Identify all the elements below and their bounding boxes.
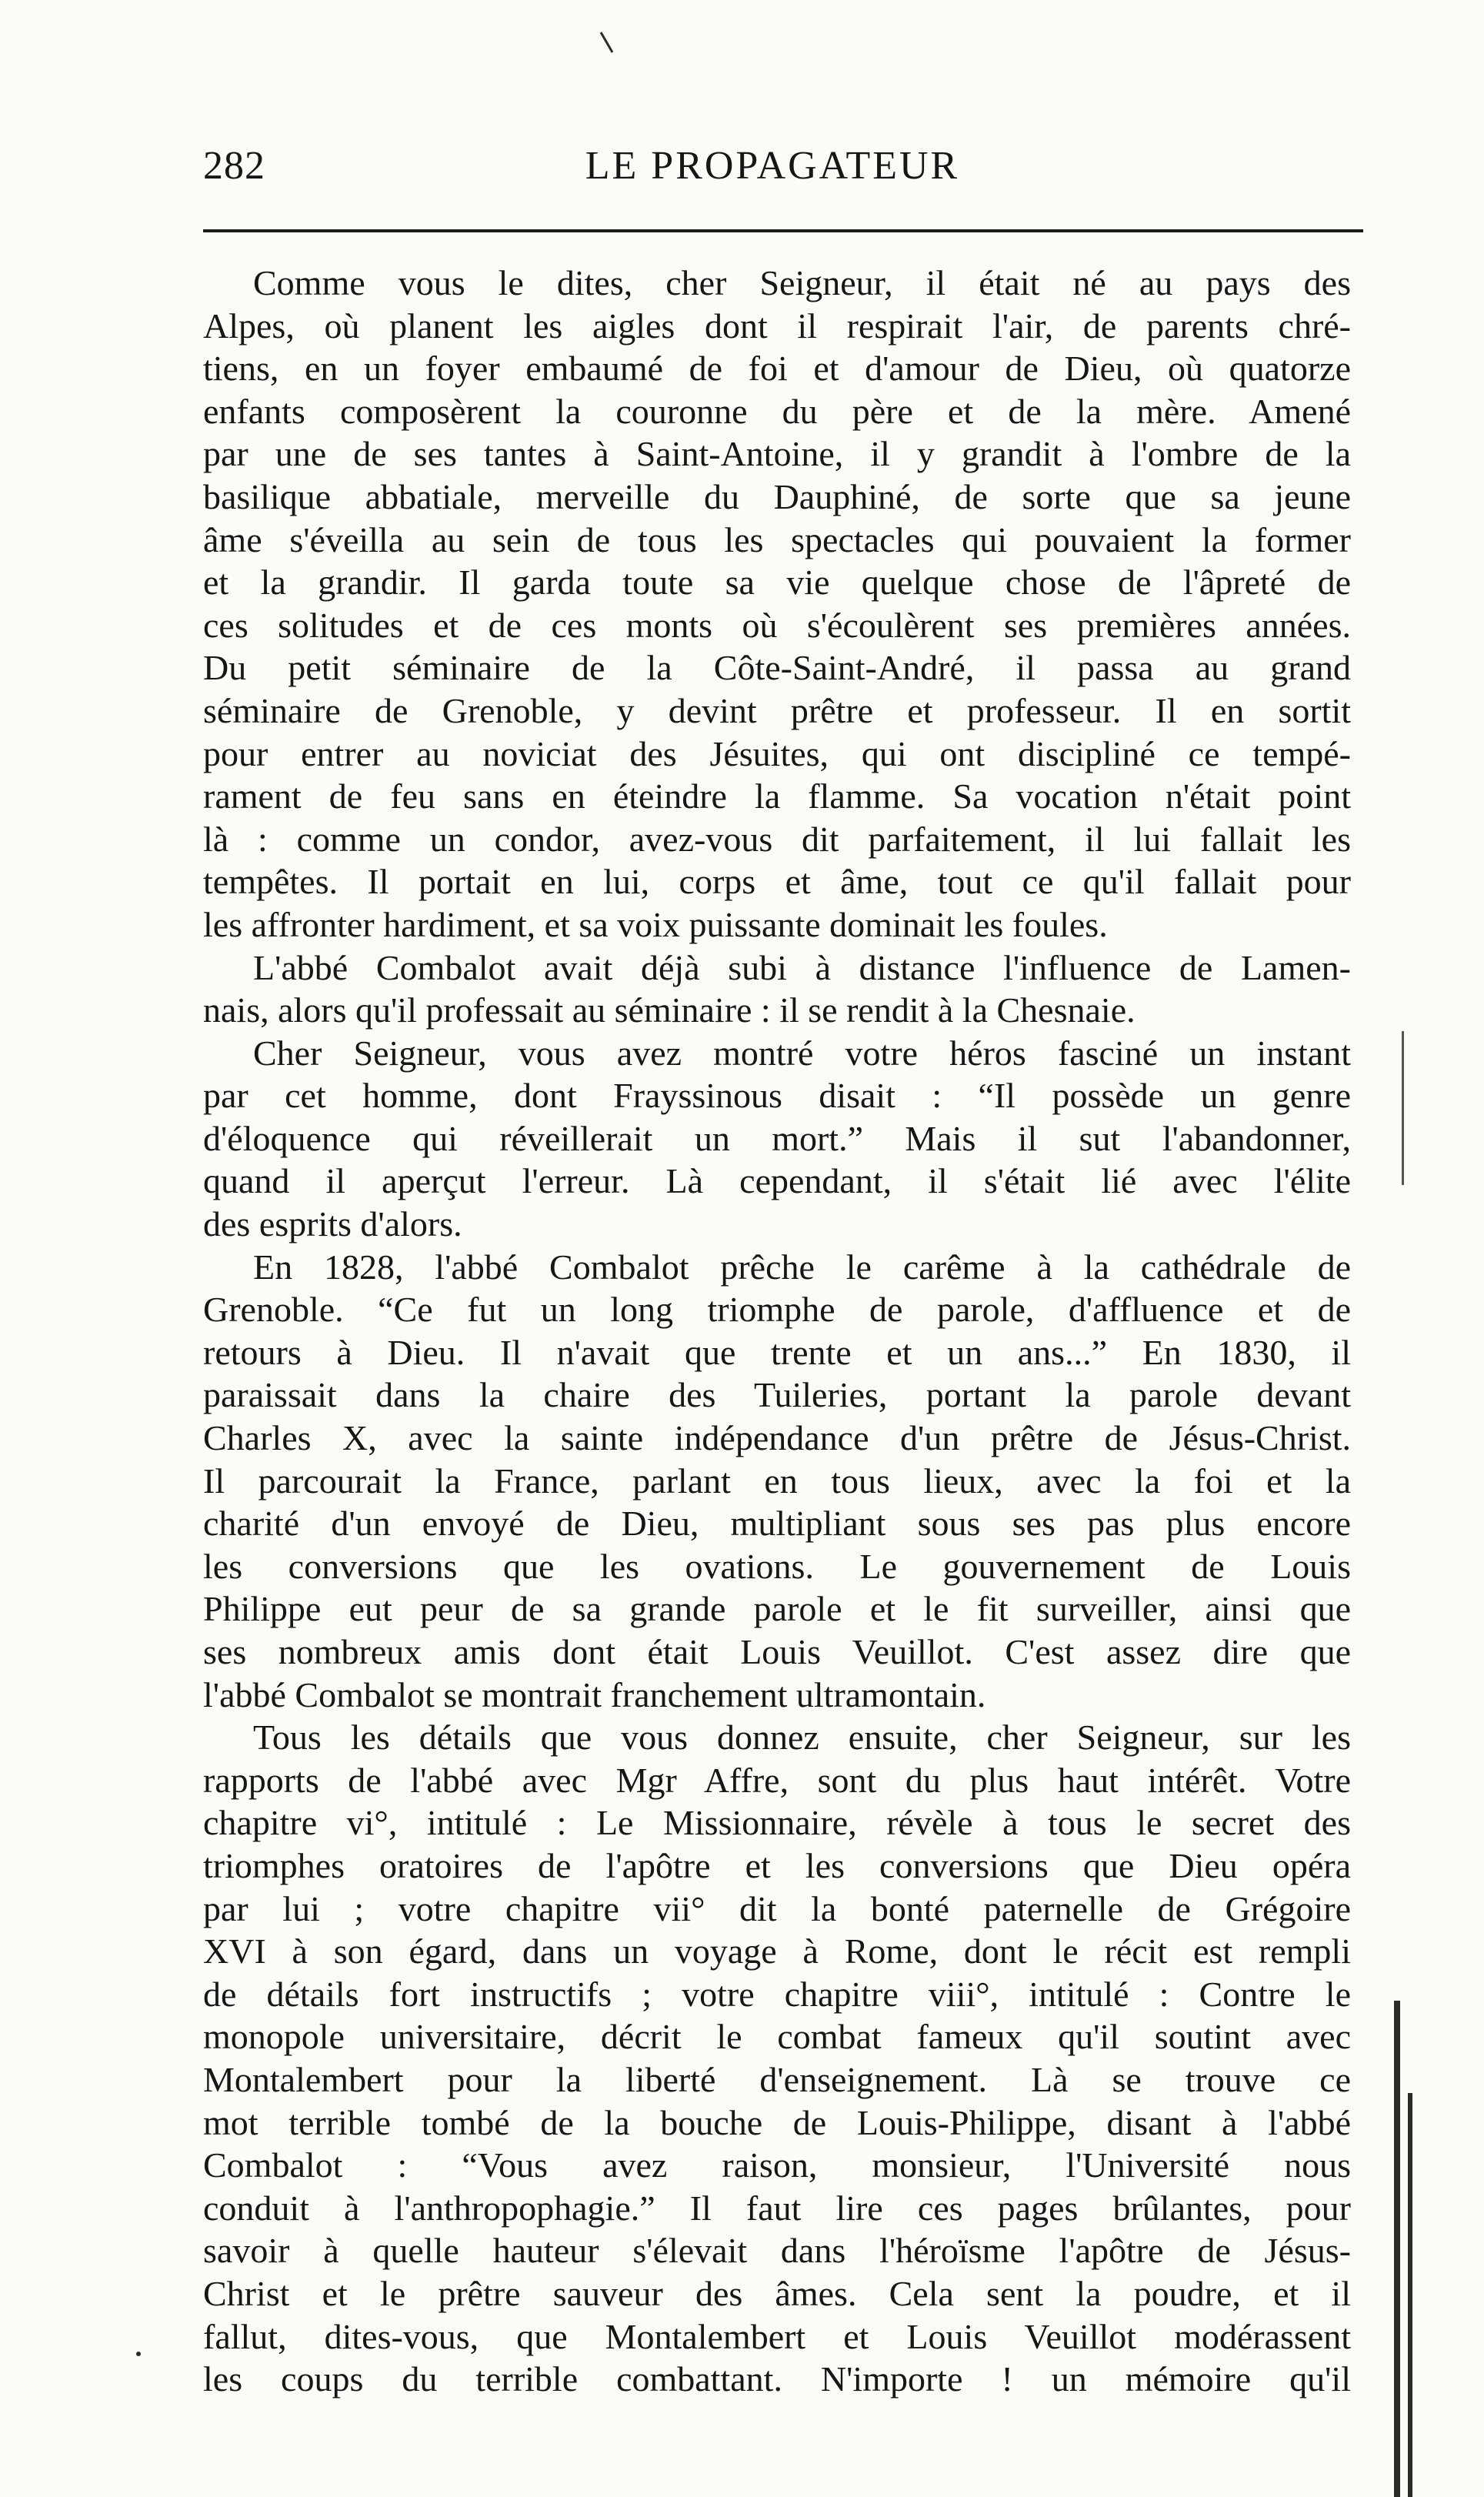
text-line: Du petit séminaire de la Côte-Saint-André, il passa au grand (203, 648, 1351, 688)
text-line: Combalot : “Vous avez raison, monsieur, l'Université nous (203, 2145, 1351, 2185)
body-text (203, 262, 1351, 2401)
text-line: conduit à l'anthropophagie.” Il faut lire ces pages brûlantes, pour (203, 2188, 1351, 2228)
page-edge-shadow (1408, 2093, 1412, 2497)
text-line: séminaire de Grenoble, y devint prêtre et professeur. Il en sortit (203, 690, 1351, 730)
text-line: rament de feu sans en éteindre la flamme. Sa vocation n'était point (203, 776, 1351, 816)
text-line: fallut, dites-vous, que Montalembert et Louis Veuillot modérassent (203, 2316, 1351, 2356)
text-line: retours à Dieu. Il n'avait que trente et un ans...” En 1830, il (203, 1332, 1351, 1372)
text-line: En 1828, l'abbé Combalot prêche le carême à la cathédrale de (253, 1247, 1351, 1287)
text-line: par une de ses tantes à Saint-Antoine, il y grandit à l'ombre de la (203, 434, 1351, 474)
text-line: les conversions que les ovations. Le gouvernement de Louis (203, 1546, 1351, 1586)
text-line: âme s'éveilla au sein de tous les spectacles qui pouvaient la former (203, 519, 1351, 559)
text-line: XVI à son égard, dans un voyage à Rome, dont le récit est rempli (203, 1931, 1351, 1971)
text-line: mot terrible tombé de la bouche de Louis-Philippe, disant à l'abbé (203, 2102, 1351, 2142)
text-line: l'abbé Combalot se montrait franchement ultramontain. (203, 1674, 986, 1714)
text-line: savoir à quelle hauteur s'élevait dans l'héroïsme l'apôtre de Jésus- (203, 2231, 1351, 2271)
text-line: pour entrer au noviciat des Jésuites, qui ont discipliné ce tempé- (203, 733, 1351, 773)
text-line: Comme vous le dites, cher Seigneur, il était né au pays des (253, 263, 1351, 302)
text-line: paraissait dans la chaire des Tuileries, portant la parole devant (203, 1375, 1351, 1415)
text-line: d'éloquence qui réveillerait un mort.” Mais il sut l'abandonner, (203, 1118, 1351, 1158)
text-line: par lui ; votre chapitre vii° dit la bonté paternelle de Grégoire (203, 1888, 1351, 1928)
text-line: les affronter hardiment, et sa voix puissante dominait les foules. (203, 904, 1108, 944)
text-line: Montalembert pour la liberté d'enseignement. Là se trouve ce (203, 2059, 1351, 2099)
text-line: basilique abbatiale, merveille du Dauphiné, de sorte que sa jeune (203, 476, 1351, 516)
text-line: les coups du terrible combattant. N'importe ! un mémoire qu'il (203, 2359, 1351, 2399)
text-line: des esprits d'alors. (203, 1204, 462, 1244)
text-line: chapitre vi°, intitulé : Le Missionnaire, révèle à tous le secret des (203, 1803, 1351, 1843)
page-number: 282 (203, 144, 265, 188)
text-line: tiens, en un foyer embaumé de foi et d'amour de Dieu, où quatorze (203, 349, 1351, 389)
text-line: Philippe eut peur de sa grande parole et le fit surveiller, ainsi que (203, 1589, 1351, 1629)
text-line: quand il aperçut l'erreur. Là cependant, il s'était lié avec l'élite (203, 1161, 1351, 1201)
text-line: Grenoble. “Ce fut un long triomphe de parole, d'affluence et de (203, 1290, 1351, 1330)
text-line: ces solitudes et de ces monts où s'écoulèrent ses premières années. (203, 605, 1351, 645)
text-line: enfants composèrent la couronne du père et de la mère. Amené (203, 391, 1351, 431)
text-line: Alpes, où planent les aigles dont il respirait l'air, de parents chré- (203, 305, 1351, 346)
text-line: nais, alors qu'il professait au séminaire : il se rendit à la Chesnaie. (203, 990, 1136, 1030)
header-rule (203, 229, 1363, 232)
text-line: par cet homme, dont Frayssinous disait : “Il possède un genre (203, 1076, 1351, 1116)
margin-dot (136, 2352, 141, 2356)
text-line: Christ et le prêtre sauveur des âmes. Cela sent la poudre, et il (203, 2273, 1351, 2313)
text-line: de détails fort instructifs ; votre chapitre viii°, intitulé : Contre le (203, 1974, 1351, 2014)
running-head: LE PROPAGATEUR (585, 144, 960, 188)
text-line: rapports de l'abbé avec Mgr Affre, sont du plus haut intérêt. Votre (203, 1760, 1351, 1800)
text-line: Cher Seigneur, vous avez montré votre héros fasciné un instant (253, 1033, 1351, 1073)
ink-speck (600, 32, 614, 52)
text-line: et la grandir. Il garda toute sa vie quelque chose de l'âpreté de (203, 562, 1351, 603)
page-edge-shadow (1394, 2001, 1400, 2497)
text-line: tempêtes. Il portait en lui, corps et âme, tout ce qu'il fallait pour (203, 862, 1351, 902)
page-edge-shadow (1402, 1031, 1404, 1185)
text-line: triomphes oratoires de l'apôtre et les conversions que Dieu opéra (203, 1845, 1351, 1885)
text-line: L'abbé Combalot avait déjà subi à distance l'influence de Lamen- (253, 947, 1351, 987)
text-line: monopole universitaire, décrit le combat fameux qu'il soutint avec (203, 2017, 1351, 2057)
text-line: charité d'un envoyé de Dieu, multipliant sous ses pas plus encore (203, 1504, 1351, 1544)
text-line: Il parcourait la France, parlant en tous lieux, avec la foi et la (203, 1460, 1351, 1501)
text-line: Tous les détails que vous donnez ensuite, cher Seigneur, sur les (253, 1718, 1351, 1758)
page-header (203, 143, 1342, 197)
text-line: Charles X, avec la sainte indépendance d'un prêtre de Jésus-Christ. (203, 1418, 1351, 1458)
text-line: là : comme un condor, avez-vous dit parfaitement, il lui fallait les (203, 819, 1351, 859)
text-line: ses nombreux amis dont était Louis Veuillot. C'est assez dire que (203, 1632, 1351, 1671)
